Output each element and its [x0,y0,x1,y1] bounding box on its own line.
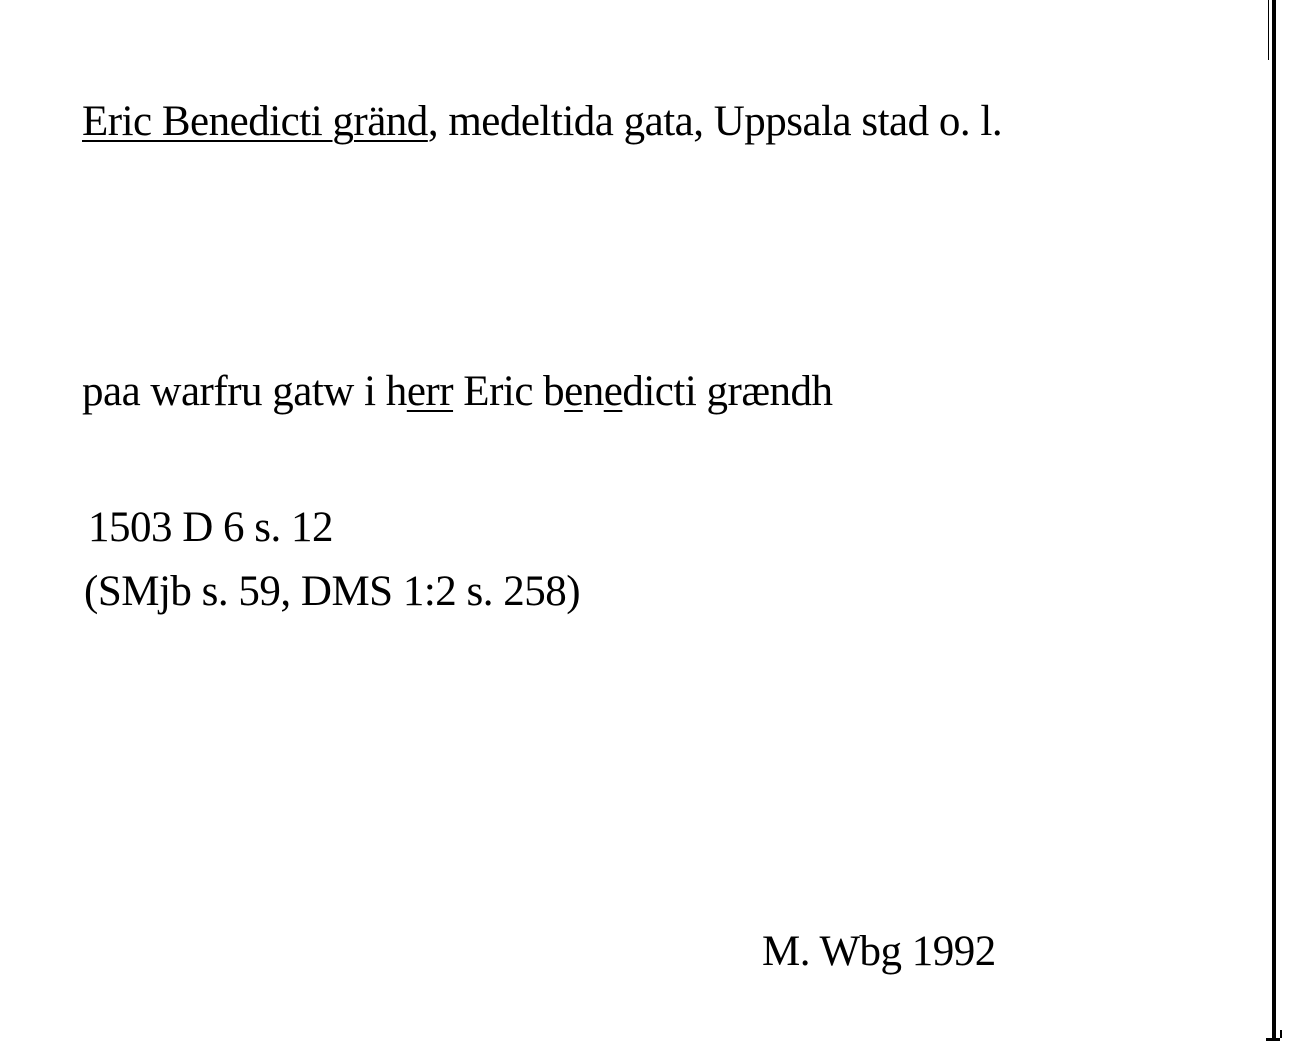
card-corner-tick [1266,1038,1280,1041]
quote-part-7: dicti grændh [622,368,833,415]
source-quote [82,370,833,413]
card-edge-mark [1268,0,1269,60]
quote-abbrev-expansion-1: err [406,368,454,415]
quote-abbrev-expansion-2: e [564,368,583,415]
card-corner-mark [1280,1030,1282,1038]
heading-description: , medeltida gata, Uppsala stad o. l. [427,98,1003,145]
literature-reference: (SMjb s. 59, DMS 1:2 s. 258) [84,568,581,615]
quote-part-1: paa warfru gatw i h [82,368,407,415]
signature: M. Wbg 1992 [762,928,996,975]
card-right-edge [1272,0,1276,1040]
card-heading [82,100,1002,143]
quote-abbrev-expansion-3: e [603,368,623,415]
source-reference: 1503 D 6 s. 12 [88,504,334,551]
quote-part-5: n [582,368,604,415]
headword: Eric Benedicti gränd [82,98,428,145]
quote-part-3: Eric b [453,368,565,415]
